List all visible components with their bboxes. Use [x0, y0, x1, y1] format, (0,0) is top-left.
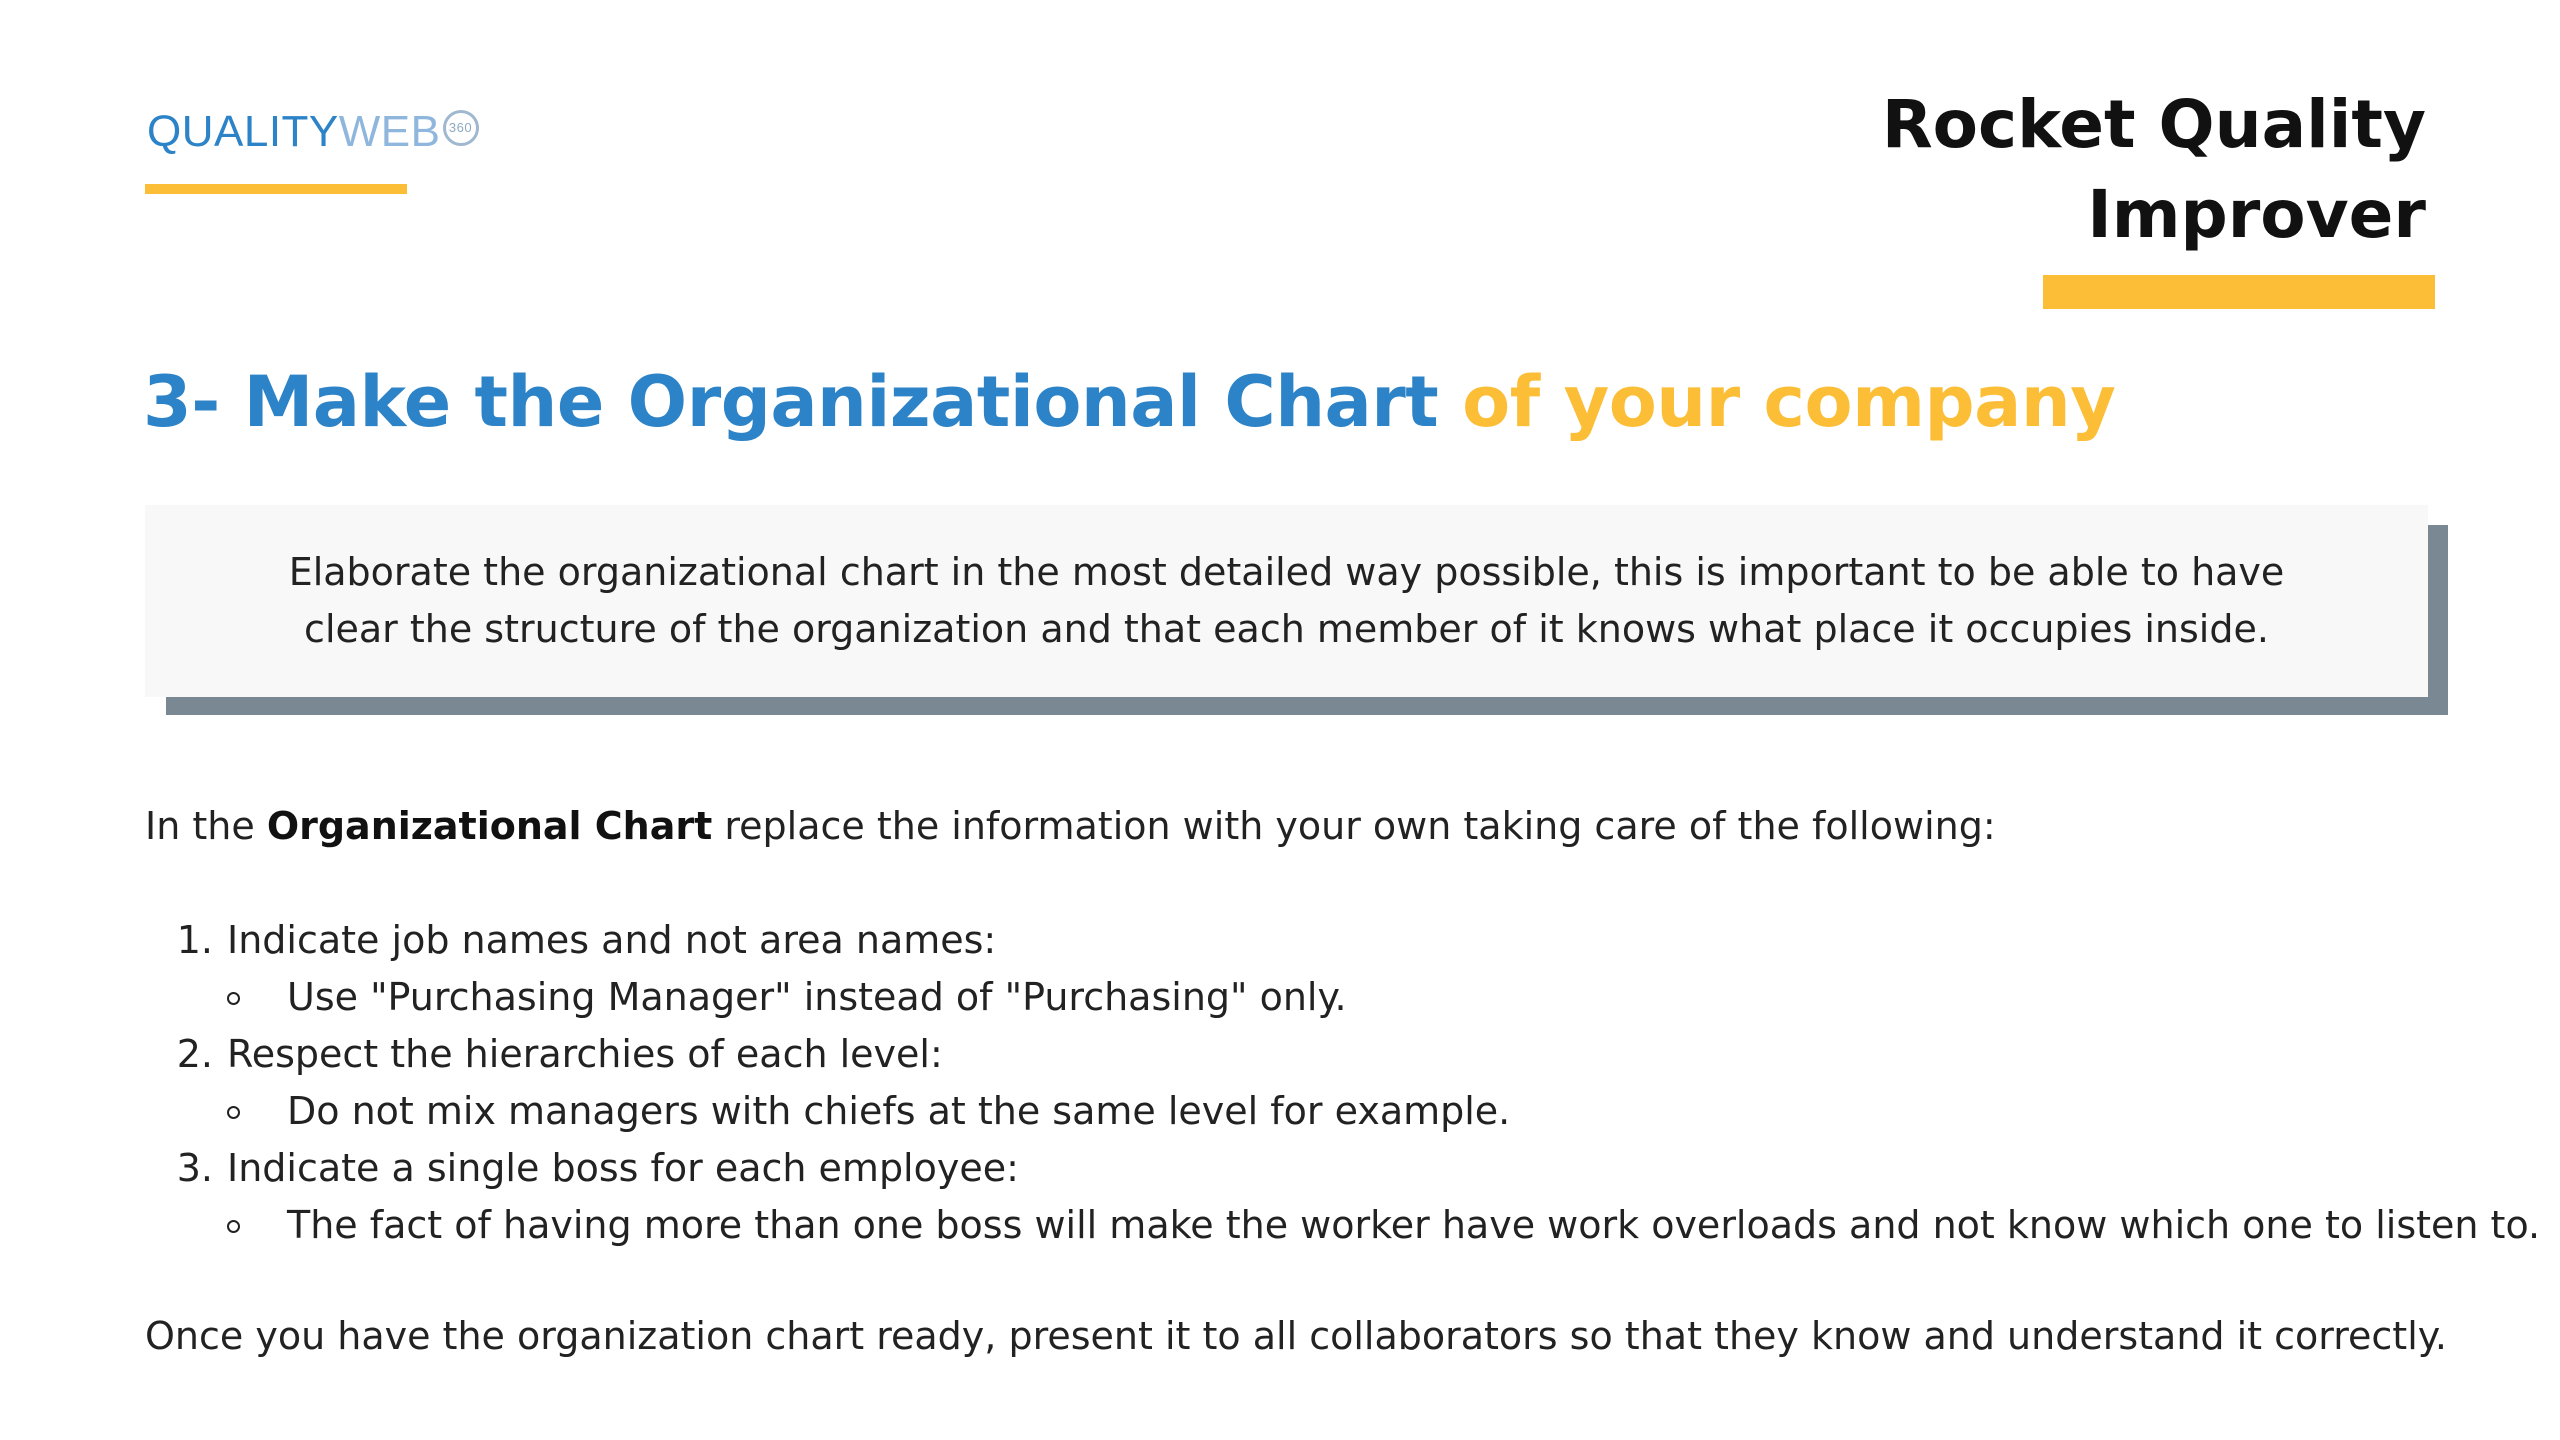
circle-bullet-icon — [227, 1220, 240, 1233]
list-item — [145, 912, 2540, 1026]
sub-list-item — [227, 969, 2540, 1026]
intro-text-after: replace the information with your own taking care of the following: — [712, 804, 1996, 848]
qualityweb-logo — [147, 108, 479, 156]
sub-list-item-text: The fact of having more than one boss will make the worker have work overloads and not know which one to listen to. — [287, 1203, 2541, 1247]
brand-title-line1: Rocket Quality — [1881, 86, 2426, 163]
sub-list — [227, 969, 2540, 1026]
sub-list-item — [227, 1197, 2540, 1254]
intro-paragraph — [145, 798, 2445, 855]
sub-list-item — [227, 1083, 2540, 1140]
list-item-text: Indicate job names and not area names: — [227, 918, 997, 962]
circle-bullet-icon — [227, 992, 240, 1005]
list-item — [145, 1026, 2540, 1140]
intro-bold-term: Organizational Chart — [266, 804, 713, 848]
list-item-text: Indicate a single boss for each employee: — [227, 1146, 1019, 1190]
brand-title — [1882, 80, 2426, 260]
sub-list-item-text: Do not mix managers with chiefs at the same level for example. — [287, 1089, 1511, 1133]
list-item-text: Respect the hierarchies of each level: — [227, 1032, 943, 1076]
list-item-number: 3. — [176, 1146, 213, 1190]
sub-list — [227, 1083, 2540, 1140]
intro-text-before: In the — [145, 804, 267, 848]
circle-bullet-icon — [227, 1106, 240, 1119]
page-heading — [143, 352, 2115, 452]
list-item — [145, 1140, 2540, 1254]
logo-360-badge-icon: 360 — [443, 110, 479, 146]
logo-underline — [145, 184, 407, 194]
logo-text-web: WEB — [338, 107, 441, 156]
sub-list-item-text: Use "Purchasing Manager" instead of "Purchasing" only. — [287, 975, 1347, 1019]
brand-title-line2: Improver — [2087, 176, 2426, 253]
sub-list — [227, 1197, 2540, 1254]
closing-paragraph: Once you have the organization chart ready, present it to all collaborators so that they know and understand it correctly. — [145, 1314, 2447, 1358]
callout-text: Elaborate the organizational chart in the most detailed way possible, this is important to be able to have clear the structure of the organization and that each member of it knows what place it occupies inside. — [288, 550, 2285, 651]
list-item-number: 1. — [176, 918, 213, 962]
callout-box — [145, 505, 2428, 697]
logo-text-quality: QUALITY — [147, 107, 339, 156]
list-item-number: 2. — [176, 1032, 213, 1076]
heading-yellow-part: of your company — [1462, 361, 2116, 443]
heading-blue-part: 3- Make the Organizational Chart — [143, 361, 1439, 443]
steps-list — [145, 912, 2540, 1254]
brand-accent-bar — [2043, 275, 2435, 309]
